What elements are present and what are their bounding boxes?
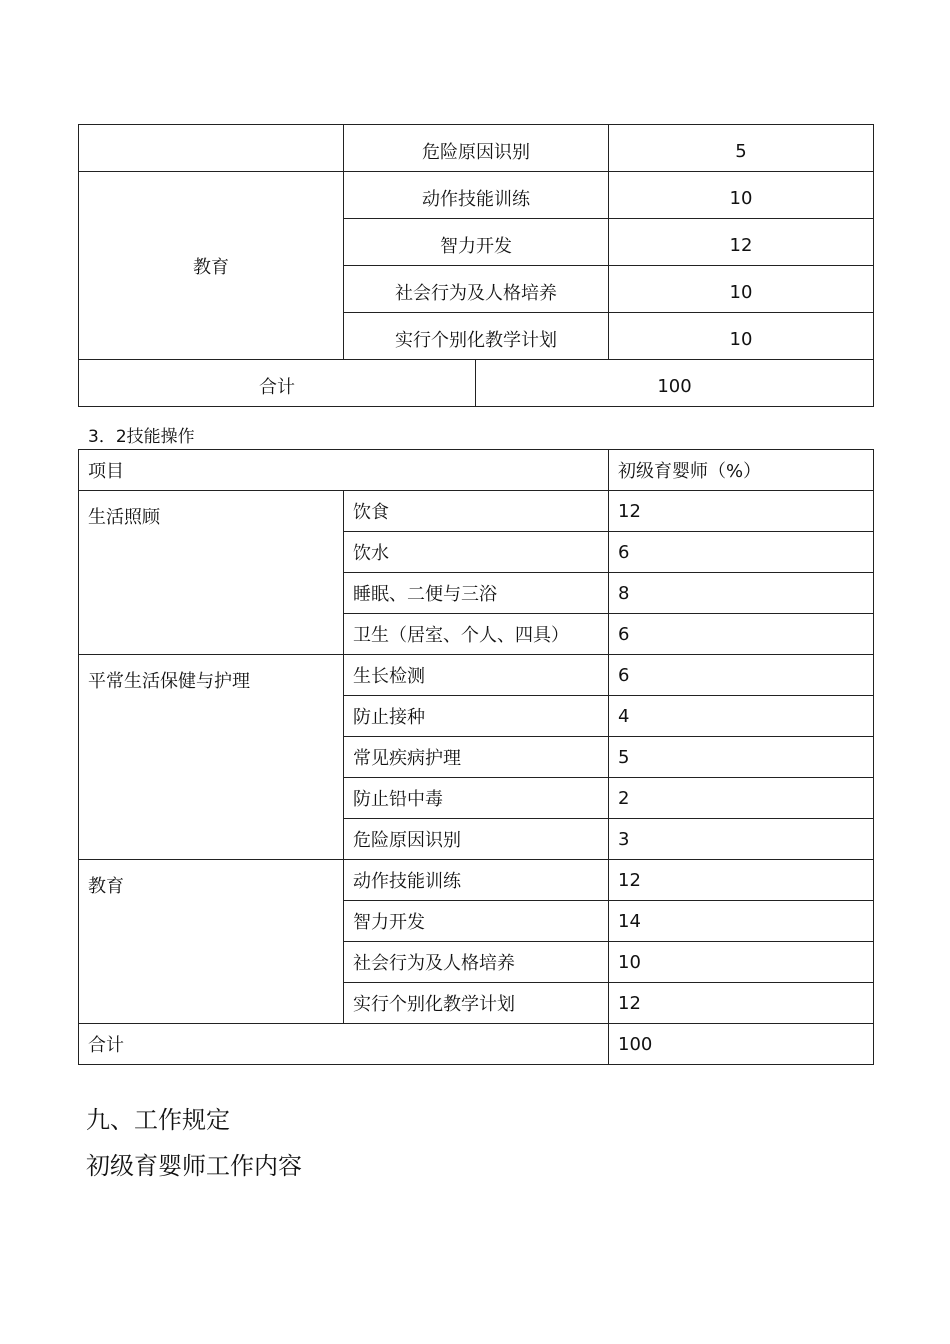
value-cell: 10: [609, 266, 874, 313]
value-cell: 10: [609, 313, 874, 360]
table-total-row: [79, 1024, 874, 1065]
item-cell: 常见疾病护理: [344, 737, 609, 778]
section-heading: 九、工作规定: [86, 1106, 230, 1134]
table-header-row: [79, 450, 874, 491]
value-cell: 12: [609, 860, 874, 901]
table-row: [79, 172, 874, 219]
total-value-cell: 100: [609, 1024, 874, 1065]
value-cell: 12: [609, 491, 874, 532]
value-cell: 14: [609, 901, 874, 942]
value-cell: 10: [609, 172, 874, 219]
item-cell: 饮食: [344, 491, 609, 532]
table-row: [79, 125, 874, 172]
item-cell: 实行个别化教学计划: [344, 983, 609, 1024]
item-cell: 防止铅中毒: [344, 778, 609, 819]
value-cell: 12: [609, 219, 874, 266]
value-cell: 4: [609, 696, 874, 737]
value-cell: 5: [609, 125, 874, 172]
total-label-cell: 合计: [79, 1024, 609, 1065]
value-cell: 6: [609, 532, 874, 573]
item-cell: 社会行为及人格培养: [344, 942, 609, 983]
value-cell: 6: [609, 655, 874, 696]
item-cell: 动作技能训练: [344, 172, 609, 219]
value-cell: 8: [609, 573, 874, 614]
item-cell: 社会行为及人格培养: [344, 266, 609, 313]
subsection-heading: 初级育婴师工作内容: [86, 1152, 302, 1180]
header-percent-cell: 初级育婴师（%）: [609, 450, 874, 491]
item-cell: 防止接种: [344, 696, 609, 737]
category-cell: 生活照顾: [79, 491, 344, 655]
score-table-skills: [78, 449, 874, 1065]
category-cell-empty: [79, 125, 344, 172]
value-cell: 6: [609, 614, 874, 655]
category-cell: 平常生活保健与护理: [79, 655, 344, 860]
value-cell: 12: [609, 983, 874, 1024]
section-caption: 3．2技能操作: [88, 427, 195, 447]
item-cell: 智力开发: [344, 901, 609, 942]
header-item-cell: 项目: [79, 450, 609, 491]
value-cell: 10: [609, 942, 874, 983]
item-cell: 睡眠、二便与三浴: [344, 573, 609, 614]
value-cell: 2: [609, 778, 874, 819]
item-cell: 饮水: [344, 532, 609, 573]
total-value-cell: 100: [476, 360, 874, 407]
value-cell: 5: [609, 737, 874, 778]
table-row: [79, 491, 874, 532]
item-cell: 动作技能训练: [344, 860, 609, 901]
item-cell: 卫生（居室、个人、四具）: [344, 614, 609, 655]
item-cell: 实行个别化教学计划: [344, 313, 609, 360]
category-cell: 教育: [79, 172, 344, 360]
table-row: [79, 655, 874, 696]
value-cell: 3: [609, 819, 874, 860]
score-table-theory: [78, 124, 874, 407]
item-cell: 智力开发: [344, 219, 609, 266]
item-cell: 危险原因识别: [344, 125, 609, 172]
total-label-cell: 合计: [79, 360, 476, 407]
table-total-row: [79, 360, 874, 407]
item-cell: 生长检测: [344, 655, 609, 696]
table-row: [79, 860, 874, 901]
category-cell: 教育: [79, 860, 344, 1024]
item-cell: 危险原因识别: [344, 819, 609, 860]
